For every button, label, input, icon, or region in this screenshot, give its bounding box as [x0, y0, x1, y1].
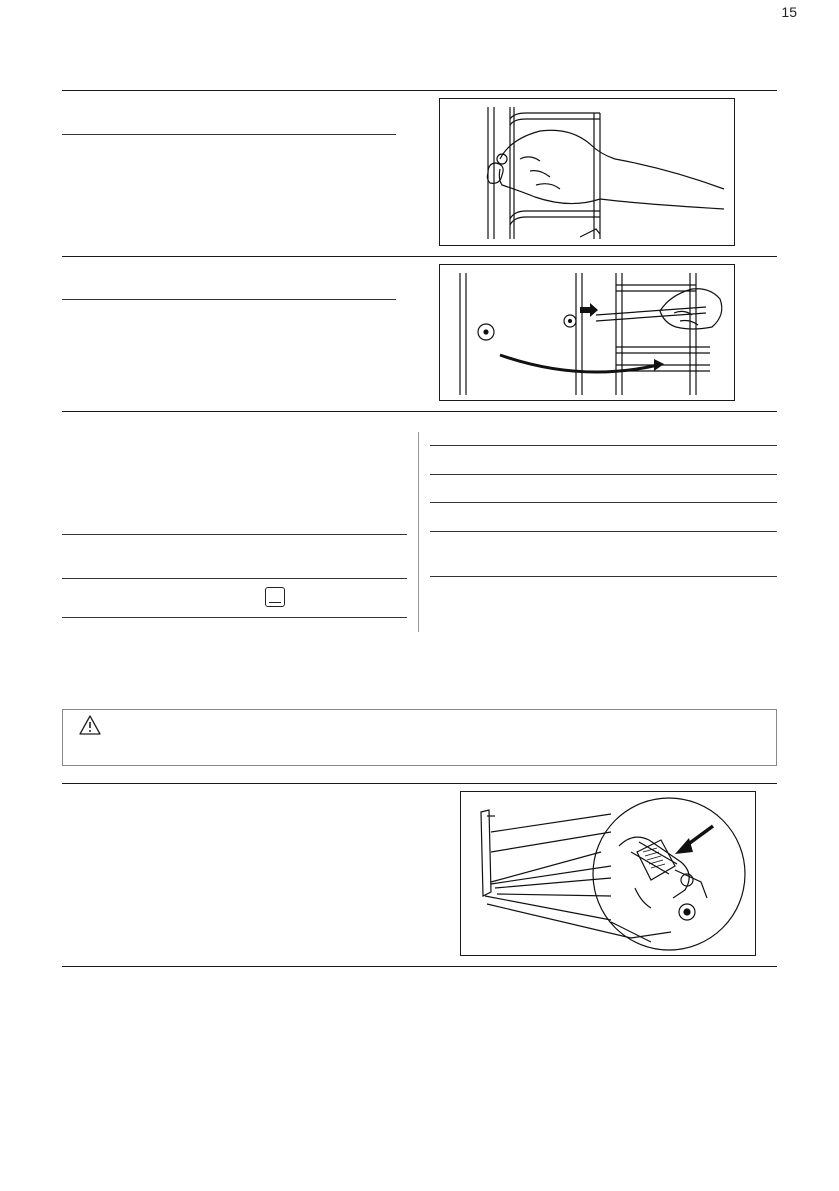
shelf-front-illustration: [440, 99, 734, 245]
table-rule: [62, 534, 407, 535]
section-rule: [62, 90, 777, 91]
warning-triangle-icon: [79, 714, 101, 736]
table-rule: [62, 617, 407, 618]
table-rule: [430, 531, 777, 532]
table-rule: [430, 502, 777, 503]
door-hinge-illustration: [461, 792, 755, 955]
warning-box: [62, 709, 777, 766]
section-rule: [62, 966, 777, 967]
step-rule: [62, 134, 396, 135]
figure-door-hinge: [460, 791, 756, 956]
section-rule: [62, 783, 777, 784]
section-rule: [62, 411, 777, 412]
column-divider: [418, 432, 419, 632]
figure-shelf-rear: [439, 264, 735, 401]
shelf-rear-illustration: [440, 265, 734, 400]
step-rule: [62, 299, 396, 300]
oven-function-icon: [265, 587, 285, 607]
section-rule: [62, 256, 777, 257]
table-rule: [430, 445, 777, 446]
table-rule: [430, 474, 777, 475]
table-rule: [62, 578, 407, 579]
page-number: 15: [781, 4, 797, 20]
figure-shelf-front: [439, 98, 735, 246]
table-rule: [430, 576, 777, 577]
